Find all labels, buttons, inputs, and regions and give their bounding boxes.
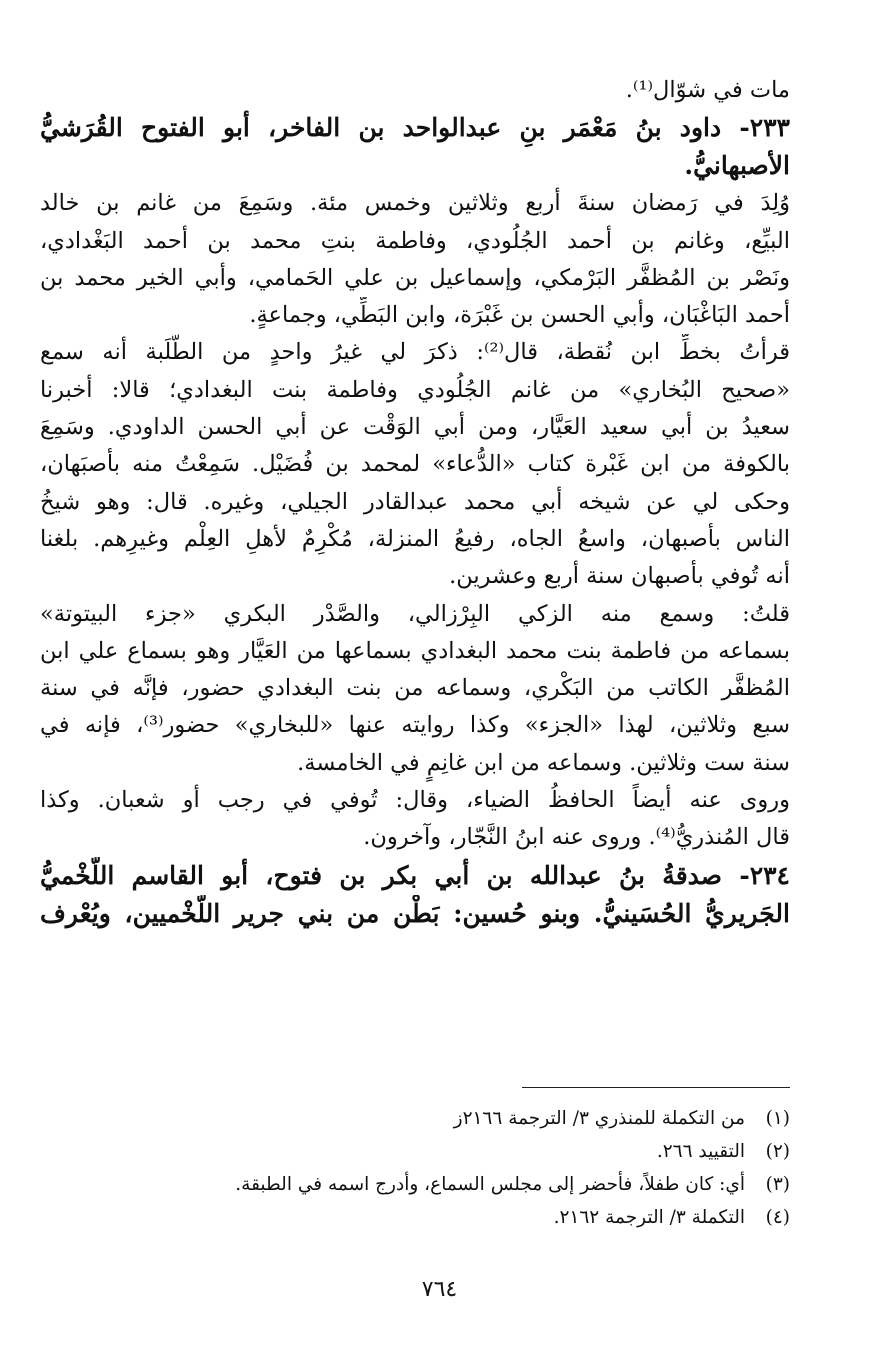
footnote-text: التكملة ٣/ الترجمة ٢١٦٢. xyxy=(553,1207,745,1228)
text-line: «صحيح البُخاري» من غانم الجُلُودي وفاطمة بنت البغدادي؛ قالا: أخبرنا xyxy=(40,376,790,403)
text-line: البيِّع، وغانم بن أحمد الجُلُودي، وفاطمة بنتِ محمد بن أحمد البَغْدادي، xyxy=(40,227,790,254)
text-line: سعيدُ بن أبي سعيد العَيَّار، ومن أبي الوَقْت عن أبي الحسن الداودي. وسَمِعَ xyxy=(40,414,790,441)
footnote-text: أي: كان طفلاً، فأحضر إلى مجلس السماع، وأدرج اسمه في الطبقة. xyxy=(235,1174,745,1195)
footnote-text: التقييد ٢٦٦. xyxy=(656,1141,745,1162)
footnote xyxy=(40,1135,790,1168)
text-line: سبع وثلاثين، لهذا «الجزء» وكذا روايته عنها «للبخاري» حضور⁽³⁾، فإنه في xyxy=(40,712,790,739)
text-line: مات في شوّال⁽¹⁾. xyxy=(625,77,790,103)
text-line: وُلِدَ في رَمضان سنةَ أربع وثلاثين وخمس مئة. وسَمِعَ من غانم بن خالد xyxy=(40,190,790,217)
text-line: أحمد البَاغْبَان، وأبي الحسن بن غَبْرَة، وابن البَطِّي، وجماعةٍ. xyxy=(249,302,790,329)
page-number: ٧٦٤ xyxy=(421,1277,458,1302)
text-line: الناس بأصبهان، واسعُ الجاه، رفيعُ المنزلة، مُكْرِمٌ لأهلِ العِلْم وغيرِهم. بلغنا xyxy=(40,525,790,552)
footnote-number: (٣) xyxy=(765,1174,790,1195)
footnote-text: من التكملة للمنذري ٣/ الترجمة ٢١٦٦ز xyxy=(453,1108,745,1129)
text-line: بسماعه من فاطمة بنت محمد البغدادي بسماعها من العَيَّار وهو بسماع علي ابن xyxy=(40,637,790,664)
main-text xyxy=(40,72,790,933)
footnote-number: (١) xyxy=(765,1108,790,1129)
entry-heading-line: ٢٣٤- صدقةُ بنُ عبدالله بن أبي بكر بن فتوح، أبو القاسم اللَّخْميُّ xyxy=(40,860,790,890)
text-line: قلتُ: وسمع منه الزكي البِرْزالي، والصَّدْر البكري «جزء البيتوتة» xyxy=(40,600,790,627)
footnote-number: (٤) xyxy=(765,1207,790,1228)
entry-heading-line: ٢٣٣- داود بنُ مَعْمَر بنِ عبدالواحد بن الفاخر، أبو الفتوح القُرَشيُّ xyxy=(40,113,790,143)
text-line: وحكى لي عن شيخه أبي محمد عبدالقادر الجيلي، وغيره. قال: وهو شيخُ xyxy=(40,488,790,515)
text-line: قال المُنذريُّ⁽⁴⁾. وروى عنه ابنُ النَّجّار، وآخرون. xyxy=(363,824,790,851)
text-line: سنة ست وثلاثين. وسماعه من ابن غانِمٍ في الخامسة. xyxy=(297,749,790,776)
footnotes xyxy=(40,1102,790,1234)
text-line: بالكوفة من ابن غَبْرة كتاب «الدُّعاء» لمحمد بن فُضَيْل. سَمِعْتُ منه بأصبَهان، xyxy=(40,451,790,478)
footnote-divider xyxy=(522,1087,790,1088)
text-line: قرأتُ بخطِّ ابن نُقطة، قال⁽²⁾: ذكرَ لي غيرُ واحدٍ من الطَّلَبة أنه سمع xyxy=(40,339,790,366)
text-line: أنه تُوفي بأصبهان سنة أربع وعشرين. xyxy=(449,563,790,590)
footnote xyxy=(40,1102,790,1135)
text-line: وروى عنه أيضاً الحافظُ الضياء، وقال: تُوفي في رجب أو شعبان. وكذا xyxy=(40,787,790,814)
text-line: ونَصْر بن المُظفَّر البَرْمكي، وإسماعيل بن علي الحَمامي، وأبي الخير محمد بن xyxy=(40,264,790,291)
entry-heading-line: الأصبهانيُّ. xyxy=(684,151,790,181)
footnote-number: (٢) xyxy=(765,1141,790,1162)
text-line: المُظفَّر الكاتب من البَكْري، وسماعه من بنت البغدادي حضور، فإنَّه في سنة xyxy=(40,675,790,702)
entry-heading-line: الجَريريُّ الحُسَينيُّ. وبنو حُسين: بَطْن من بني جرير اللَّخْميين، ويُعْرف xyxy=(40,898,790,928)
footnote xyxy=(40,1201,790,1234)
footnote xyxy=(40,1168,790,1201)
